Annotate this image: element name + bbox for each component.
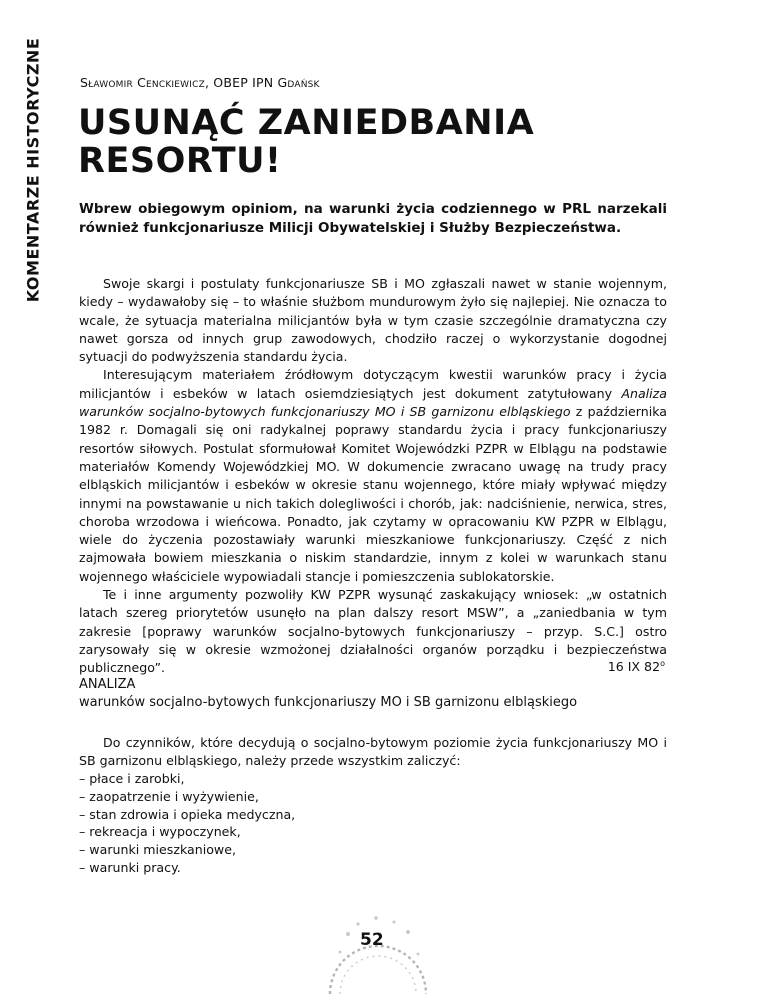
body-paragraph-1-text: Swoje skargi i postulaty funkcjonariusze SB i MO zgłaszali nawet w stanie wojennym, kiedy – wydawałoby się – to właśnie służbom mundurowym żyło się najlepiej. Nie oznacza to wcale, że sytuacja materialna milicjantów była w tym czasie szczególnie dramatyczna czy nawet gorsza od innych grup zawodowych, chodziło raczej o wykorzystanie dogodnej sytuacji do podwyższenia standardu życia. (79, 276, 667, 365)
article-title (78, 104, 638, 180)
article-body (79, 275, 667, 678)
document-intro-text: Do czynników, które decydują o socjalno-bytowym poziomie życia funkcjonariuszy MO i SB garnizonu elbląskiego, należy przede wszystkim zaliczyć: (79, 735, 667, 769)
body-paragraph-1 (79, 275, 667, 366)
document-title-italic: Analiza warunków socjalno-bytowych funkcjonariuszy MO i SB garnizonu elbląskiego (79, 385, 667, 420)
document-date (608, 659, 665, 674)
document-intro (79, 734, 667, 770)
body-paragraph-3-text: Te i inne argumenty pozwoliły KW PZPR wysunąć zaskakujący wniosek: „w ostatnich latach szereg priorytetów usunęło na plan dalszy resort MSW”, a „zaniedbania w tym zakresie [poprawy warunków socjalno-bytowych funkcjonariuszy – przyp. S.C.] ostro zarysowały się w okresie wzmożonej działalności organów porządku i bezpieczeństwa publicznego”. (79, 587, 667, 676)
lead-paragraph: Wbrew obiegowym opiniom, na warunki życia codziennego w PRL narzekali również funkcjonariusze Milicji Obywatelskiej i Służby Bezpieczeństwa. (79, 201, 667, 236)
document-heading-block (79, 676, 679, 712)
document-date-text: 16 IX 82 (607, 659, 661, 675)
list-item: – rekreacja i wypoczynek, (79, 824, 241, 840)
title-line-1: USUNĄĆ ZANIEDBANIA (78, 103, 535, 143)
list-item: – warunki mieszkaniowe, (79, 842, 236, 858)
body-paragraph-2-end: z października 1982 r. Domagali się oni radykalnej poprawy standardu życia i pracy funkcjonariuszy resortów siłowych. Postulat sformułował Komitet Wojewódzki PZPR w Elblągu na podstawie materiałów Komendy Wojewódzkiej MO. W dokumencie zwracano uwagę na trudy pracy elbląskich milicjantów i esbeków w okresie stanu wojennego, które miały wpływać między innymi na powstawanie u nich takich dolegliwości i chorób, jak: nadciśnienie, nerwica, stres, choroba wrzodowa i wieńcowa. Ponadto, jak czytamy w opracowaniu KW PZPR w Elblągu, wiele do życzenia pozostawiały warunki mieszkaniowe funkcjonariuszy. Część z nich zajmowała bowiem mieszkania o niskim standardzie, innym z kolei w warunkach stanu wojennego właściciele wypowiadali stancje i pomieszczenia sublokatorskie. (79, 404, 667, 584)
document-subheading: warunków socjalno-bytowych funkcjonariuszy MO i SB garnizonu elbląskiego (79, 695, 578, 710)
body-paragraph-3 (79, 586, 667, 677)
section-label (16, 10, 50, 330)
list-item: – zaopatrzenie i wyżywienie, (79, 788, 259, 804)
title-line-2: RESORTU! (78, 141, 282, 181)
author-line: Sławomir Cenckiewicz, OBEP IPN Gdańsk (80, 75, 320, 90)
date-footnote-mark: o (660, 659, 665, 668)
section-label-text: KOMENTARZE HISTORYCZNE (23, 37, 43, 303)
document-heading: ANALIZA (79, 677, 136, 692)
list-item: – stan zdrowia i opieka medyczna, (79, 806, 296, 822)
factor-list (79, 770, 295, 877)
list-item: – płace i zarobki, (79, 771, 185, 786)
list-item: – warunki pracy. (79, 859, 181, 875)
body-paragraph-2-start: Interesującym materiałem źródłowym dotyczącym kwestii warunków pracy i życia milicjantów i esbeków w latach osiemdziesiątych jest dokument zatytułowany (79, 367, 667, 401)
body-paragraph-2 (79, 366, 667, 586)
page-number: 52 (360, 930, 384, 950)
